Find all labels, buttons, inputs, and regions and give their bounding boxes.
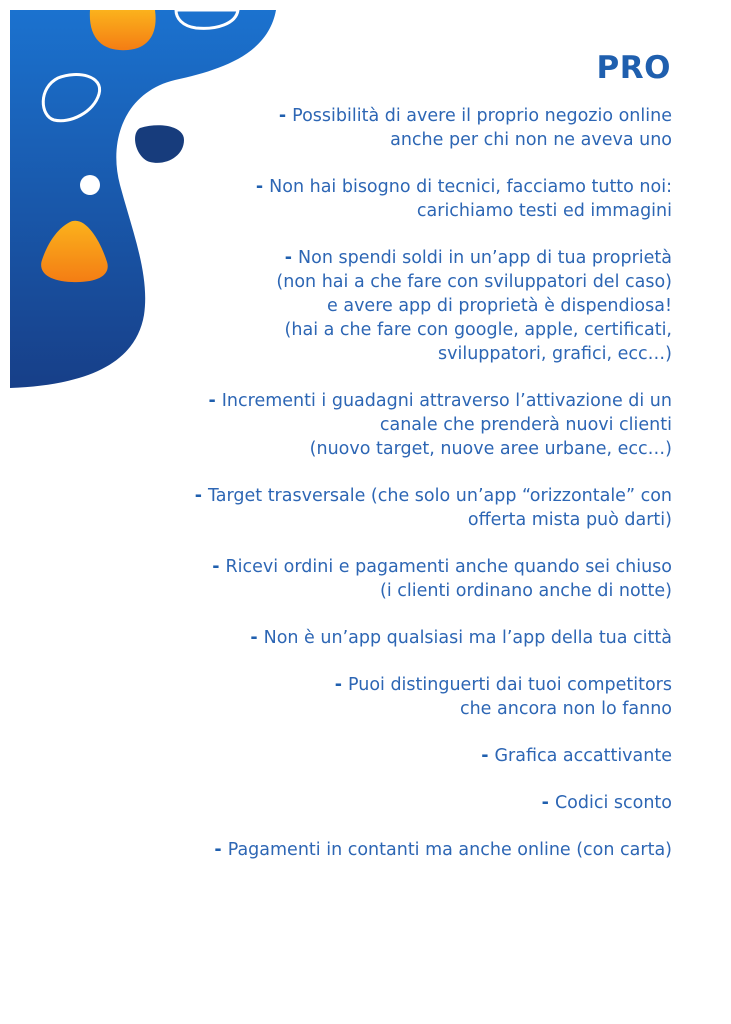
list-item-text: Target trasversale (che solo un’app “orizzontale” con [207, 486, 672, 506]
bullet-dash: - [541, 793, 549, 813]
list-item-text: (i clienti ordinano anche di notte) [380, 581, 672, 601]
list-item-text: Incrementi i guadagni attraverso l’attivazione di un [221, 391, 672, 411]
list-item [72, 389, 672, 461]
list-item [72, 246, 672, 366]
list-item-text: sviluppatori, grafici, ecc…) [438, 344, 672, 364]
list-item [72, 175, 672, 223]
list-item-text: Pagamenti in contanti ma anche online (con carta) [227, 840, 672, 860]
list-item-text: Ricevi ordini e pagamenti anche quando sei chiuso [225, 557, 672, 577]
list-item-text: carichiamo testi ed immagini [416, 201, 672, 221]
list-item [72, 626, 672, 650]
list-item-text: Grafica accattivante [494, 746, 672, 766]
list-item [72, 673, 672, 721]
bullet-dash: - [334, 675, 342, 695]
list-item-text: anche per chi non ne aveva uno [390, 130, 672, 150]
list-item [72, 791, 672, 815]
bullet-dash: - [208, 391, 216, 411]
bullet-dash: - [255, 177, 264, 197]
list-item-text: che ancora non lo fanno [459, 699, 672, 719]
bullet-dash: - [278, 106, 287, 126]
list-item [72, 104, 672, 152]
bullet-dash: - [212, 557, 220, 577]
list-item [72, 744, 672, 768]
pros-list [72, 104, 672, 862]
list-item-text: canale che prenderà nuovi clienti [379, 415, 672, 435]
list-item-text: offerta mista può darti) [467, 510, 672, 530]
bullet-dash: - [214, 840, 222, 860]
list-item [72, 484, 672, 532]
list-item [72, 838, 672, 862]
list-item-text: e avere app di proprietà è dispendiosa! [327, 296, 672, 316]
page-title: PRO [596, 50, 671, 86]
bullet-dash: - [250, 628, 258, 648]
bullet-dash: - [481, 746, 489, 766]
list-item-text: Possibilità di avere il proprio negozio online [292, 106, 672, 126]
list-item-text: Non è un’app qualsiasi ma l’app della tua città [263, 628, 672, 648]
bullet-dash: - [194, 486, 202, 506]
list-item-text: Puoi distinguerti dai tuoi competitors [347, 675, 672, 695]
list-item-text: Non spendi soldi in un’app di tua proprietà [298, 248, 672, 268]
list-item-text: (nuovo target, nuove aree urbane, ecc…) [309, 439, 672, 459]
list-item [72, 555, 672, 603]
list-item-text: Codici sconto [554, 793, 672, 813]
list-item-text: (hai a che fare con google, apple, certificati, [284, 320, 672, 340]
list-item-text: Non hai bisogno di tecnici, facciamo tutto noi: [269, 177, 672, 197]
bullet-dash: - [284, 248, 293, 268]
list-item-text: (non hai a che fare con sviluppatori del caso) [276, 272, 672, 292]
